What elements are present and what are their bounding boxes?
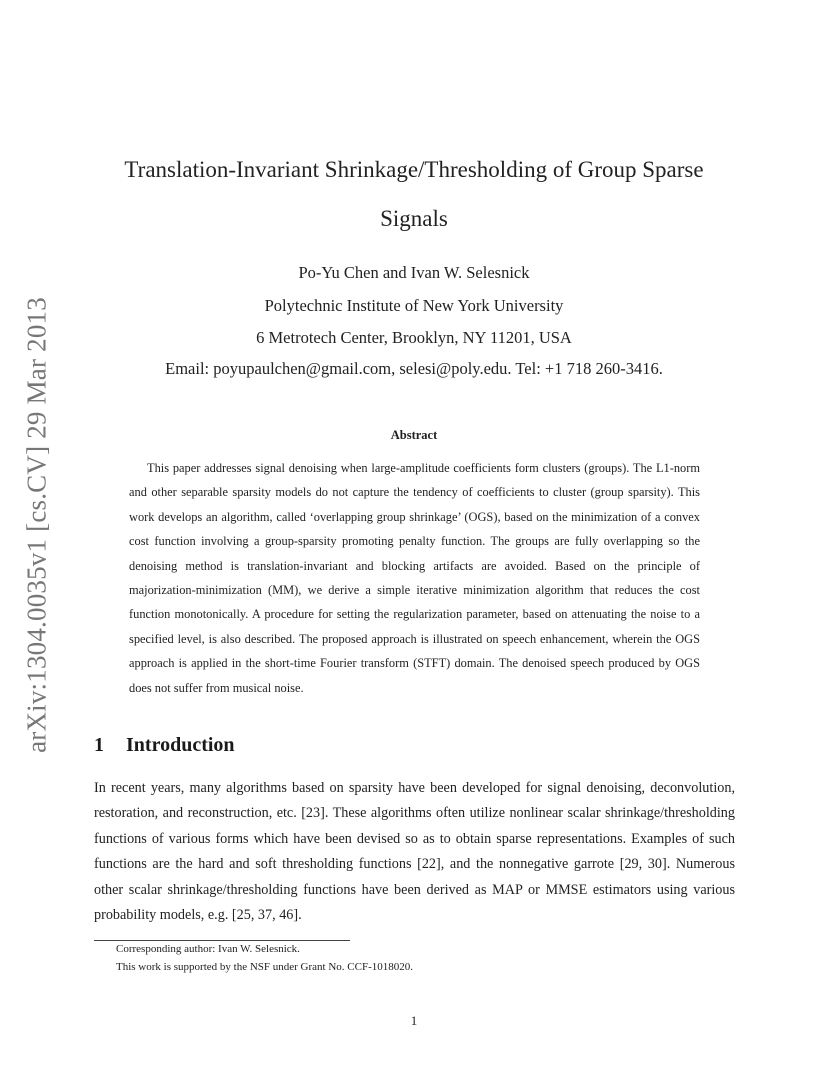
author-address: 6 Metrotech Center, Brooklyn, NY 11201, USA [256, 328, 572, 347]
author-names: Po-Yu Chen and Ivan W. Selesnick [298, 263, 530, 282]
arxiv-side-stamp: arXiv:1304.0035v1 [cs.CV] 29 Mar 2013 [21, 297, 52, 753]
introduction-paragraph: In recent years, many algorithms based on sparsity have been developed for signal denoising, deconvolution, restoration, and reconstruction, etc. [23]. These algorithms often utilize nonlinear scalar shrinkage/thresholding functions of various forms which have been devised so as to obtain sparse representations. Examples of such functions are the hard and soft thresholding functions [22], and the nonnegative garrote [29, 30]. Numerous other scalar shrinkage/thresholding functions have been derived as MAP or MMSE estimators using various probability models, e.g. [25, 37, 46]. [94, 780, 735, 924]
footnote-rule [94, 940, 350, 941]
abstract-body: This paper addresses signal denoising when large-amplitude coefficients form clusters (groups). The L1-norm and other separable sparsity models do not capture the tendency of coefficients to cluster (group sparsity). This work develops an algorithm, called ‘overlapping group shrinkage’ (OGS), based on the minimization of a convex cost function involving a group-sparsity promoting penalty function. The groups are fully overlapping so the denoising method is translation-invariant and blocking artifacts are avoided. Based on the principle of majorization-minimization (MM), we derive a simple iterative minimization algorithm that reduces the cost function monotonically. A procedure for setting the regularization parameter, based on attenuating the noise to a specified level, is also described. The proposed approach is illustrated on speech enhancement, wherein the OGS approach is applied in the short-time Fourier transform (STFT) domain. The denoised speech produced by OGS does not suffer from musical noise. [129, 461, 700, 695]
footnote-funding: This work is supported by the NSF under Grant No. CCF-1018020. [116, 961, 413, 973]
paper-title-line-2: Signals [380, 206, 448, 231]
section-heading [94, 734, 235, 757]
section-number: 1 [94, 734, 104, 756]
section-title: Introduction [126, 734, 235, 756]
page-number: 1 [410, 1013, 418, 1028]
author-contact: Email: poyupaulchen@gmail.com, selesi@poly.edu. Tel: +1 718 260-3416. [165, 359, 663, 378]
abstract-heading: Abstract [390, 428, 438, 442]
footnote-corresponding-author: Corresponding author: Ivan W. Selesnick. [116, 943, 300, 955]
author-affiliation: Polytechnic Institute of New York University [264, 296, 564, 315]
paper-title-line-1: Translation-Invariant Shrinkage/Thresholding of Group Sparse [124, 157, 704, 182]
